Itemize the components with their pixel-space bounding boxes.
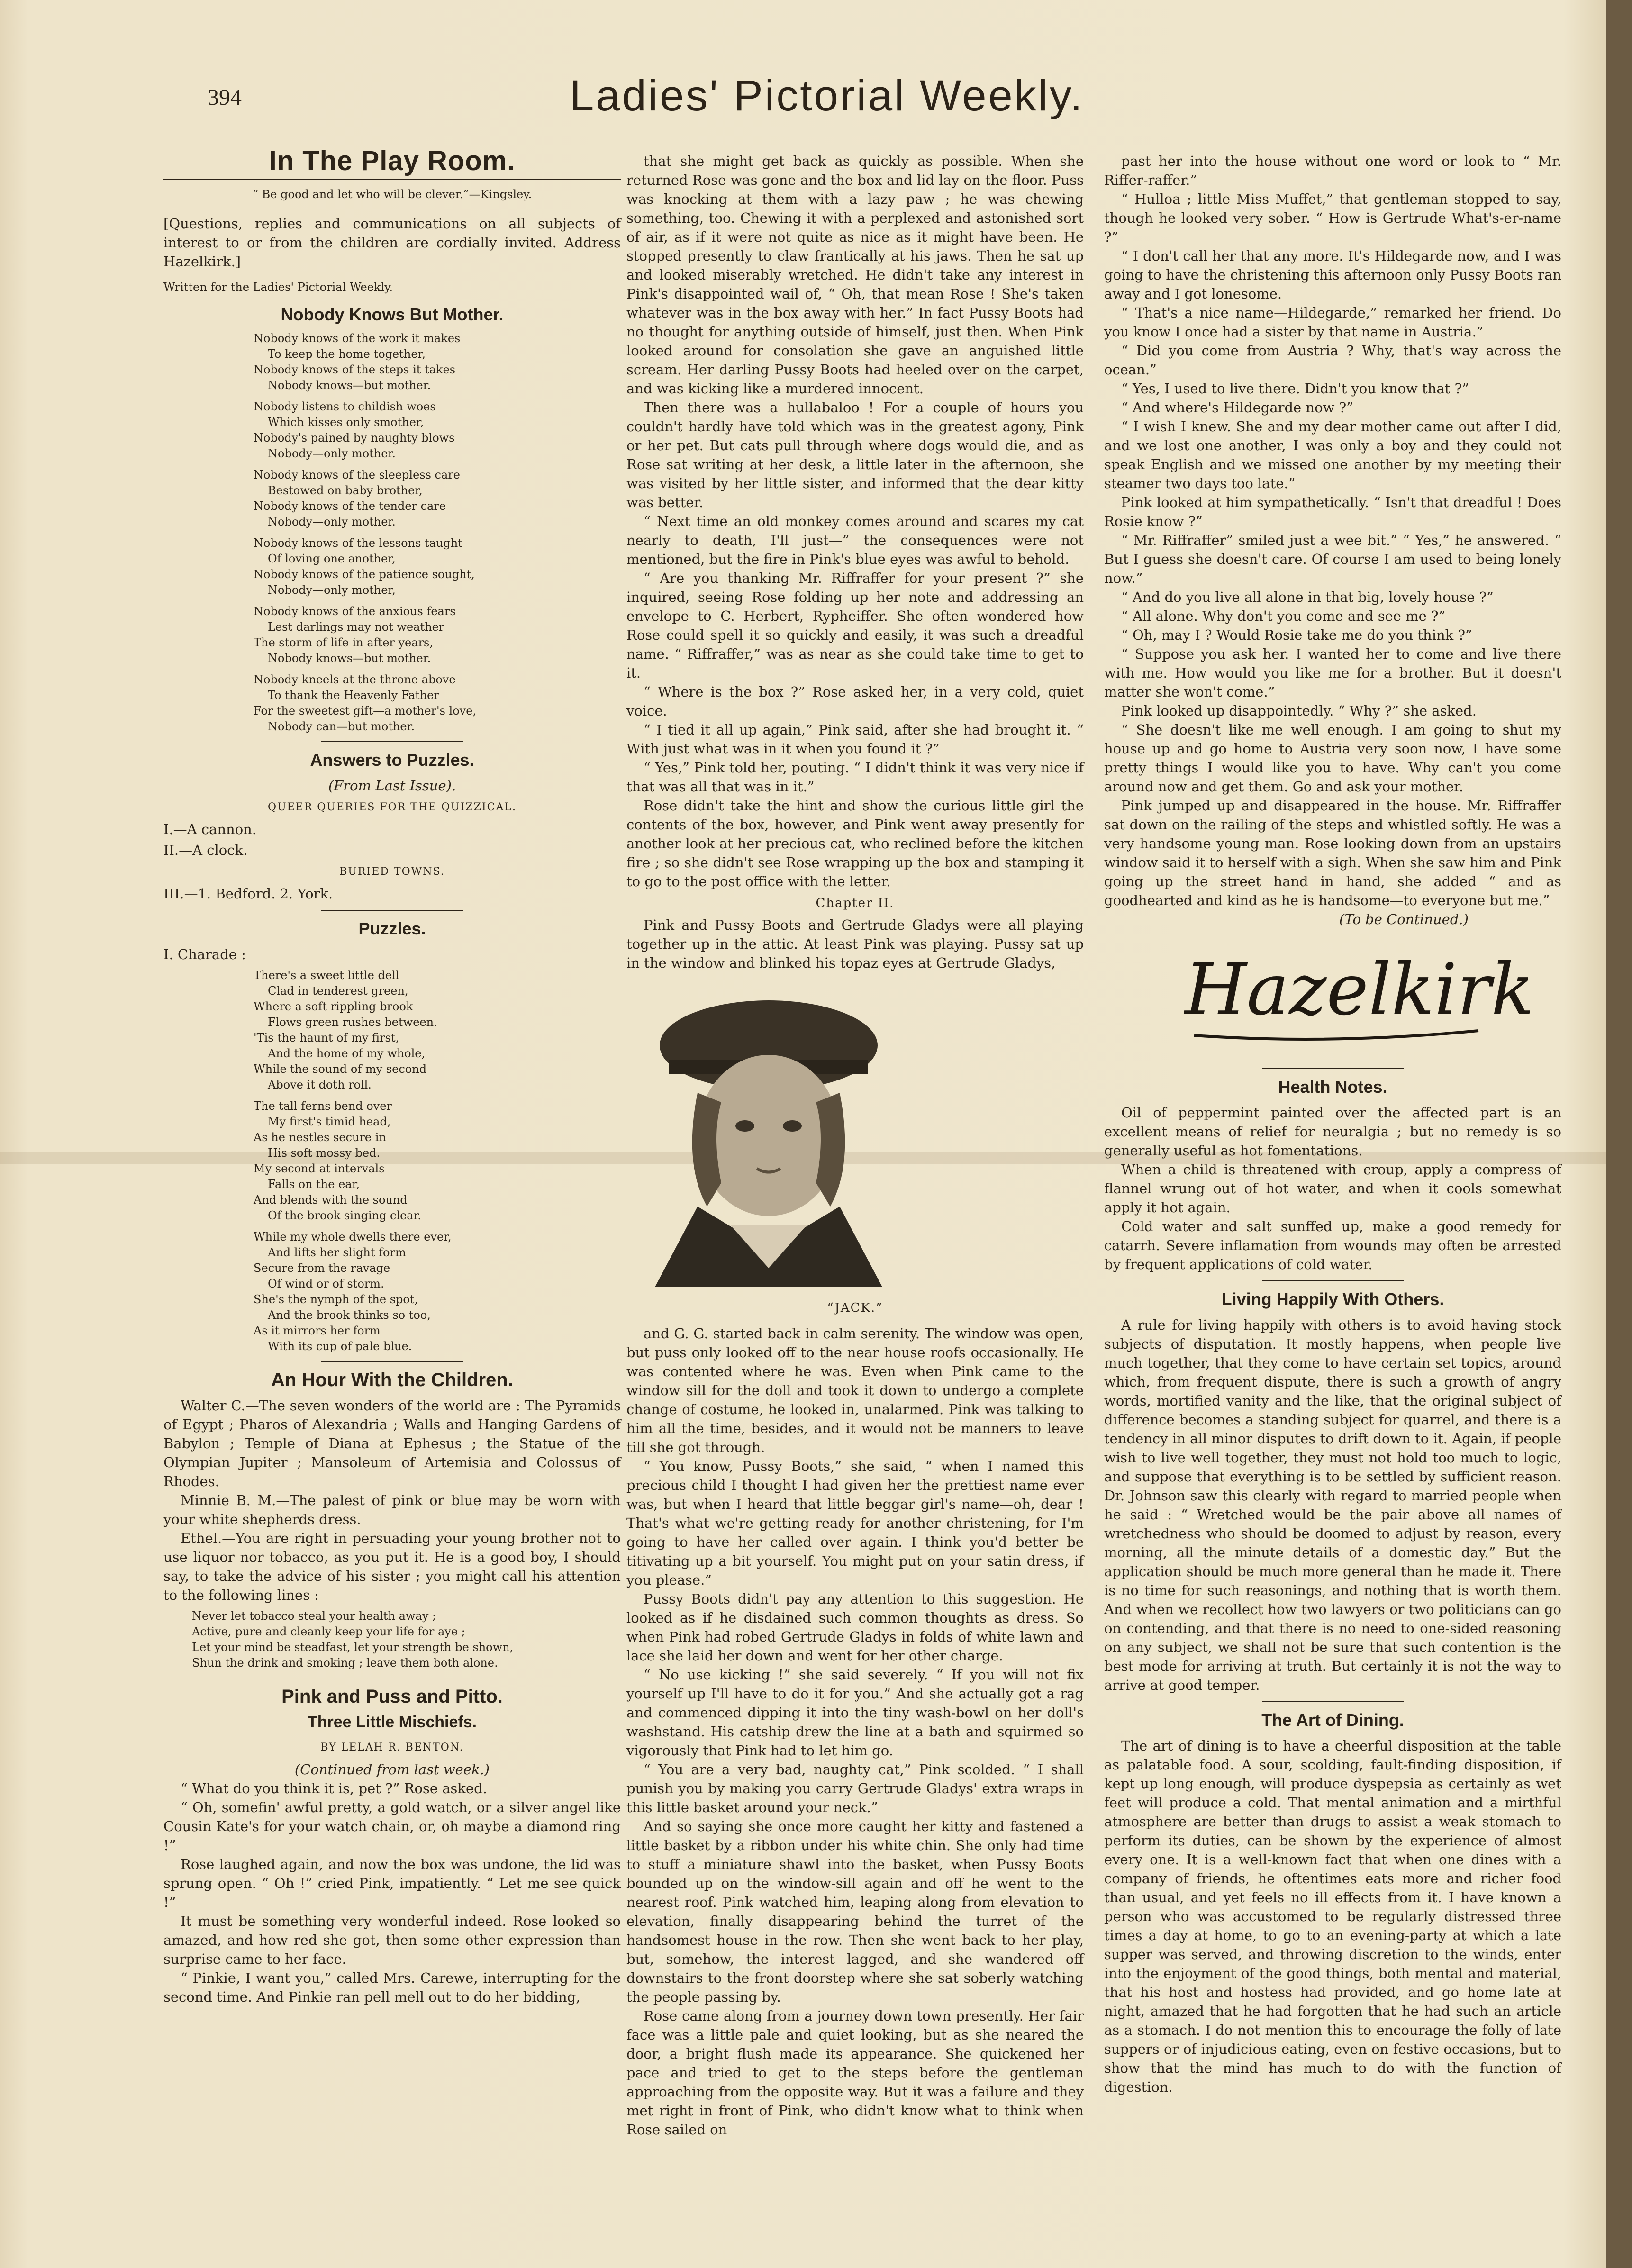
paragraph: Pussy Boots didn't pay any attention to this suggestion. He looked as if he disdained such common thoughts as dress. So when Pink had robed Gertrude Gladys in folds of white lawn and lace she laid her down and went for her other charge. (626, 1591, 1084, 1664)
verse-line: His soft mossy bed. (268, 1146, 381, 1160)
paragraph: “ Are you thanking Mr. Riffraffer for your present ?” she inquired, seeing Rose folding up her note and addressing an envelope to C. Herbert, Rypheiffer. She often wondered how Rose could spell it so quickly and easily, it was such a dreadful name. “ Riffraffer,” was as near as she could take time to get to it. (626, 570, 1084, 681)
answers-title: Answers to Puzzles. (310, 750, 474, 770)
paragraph: “ I don't call her that any more. It's Hildegarde now, and I was going to have the christening this afternoon only Pussy Boots ran away and I got lonesome. (1104, 248, 1561, 302)
hour-answer-minnie: Minnie B. M.—The palest of pink or blue may be worn with your white shepherds dress. (163, 1492, 621, 1527)
verse-line: Shun the drink and smoking ; leave them both alone. (192, 1656, 498, 1669)
paragraph: Rose laughed again, and now the box was undone, the lid was sprung open. “ Oh !” cried Pink, impatiently. “ Let me see quick !” (163, 1856, 621, 1910)
paragraph: “ And where's Hildegarde now ?” (1121, 399, 1353, 416)
poem-title: Nobody Knows But Mother. (281, 305, 504, 324)
paragraph: “ Hulloa ; little Miss Muffet,” that gentleman stopped to say, though he looked very sober. “ How is Gertrude What's-er-name ?” (1104, 191, 1561, 245)
paragraph: Rose didn't take the hint and show the curious little girl the contents of the box, however, and Pink went away presently for another look at her precious cat, who reclined before the kitchen fire ; so she didn't see Rose wrapping up the box and stamping it to go to the post office with the letter. (626, 798, 1084, 889)
stanza (254, 399, 621, 462)
verse-line: As he nestles secure in (254, 1131, 386, 1144)
verse-line: Nobody knows of the tender care (254, 499, 446, 513)
verse-line: Nobody knows—but mother. (268, 652, 431, 665)
verse-line: Nobody listens to childish woes (254, 400, 436, 413)
story-paragraphs (163, 1779, 621, 2006)
verse-line: Let your mind be steadfast, let your strength be shown, (192, 1641, 514, 1654)
column-1 (163, 145, 621, 2006)
paragraph: Pink looked at him sympathetically. “ Isn't that dreadful ! Does Rosie know ?” (1104, 494, 1561, 529)
verse-line: Nobody knows of the patience sought, (254, 568, 475, 581)
buried-towns-heading: BURIED TOWNS. (339, 866, 445, 878)
chapter-heading: Chapter II. (816, 896, 895, 910)
paragraph: “ I tied it all up again,” Pink said, after she had brought it. “ With just what was in it when you found it ?” (626, 722, 1084, 757)
puzzles-title: Puzzles. (358, 919, 426, 938)
verse-line: My first's timid head, (268, 1115, 391, 1128)
stanza (254, 331, 621, 393)
stanza (254, 1229, 621, 1354)
paragraph: A rule for living happily with others is to avoid having stock subjects of disputation. It mostly happens, when people live much together, that they come to have certain set topics, around which, from frequent dispute, there is such a growth of angry words, mortified vanity and the like, that the original subject of difference becomes a standing subject for quarrel, and there is a tendency in all minor disputes to drift down to it. Again, if people wish to live well together, they must not hold too much to logic, and suppose that everything is to be settled by sufficient reason. Dr. Johnson saw this clearly with regard to married people when he said : “ Wretched would be the pair above all names of wretchedness who should be doomed to adjust by reason, every morning, all the minute details of a domestic day.” But the application should be much more general than he made it. There is no time for such reasonings, and nothing that is worth them. And when we recollect how two lawyers or two politicians can go on contending, and that there is no need to one-sided reasoning on any subject, we shall not be sure that such contention is the best mode for arriving at truth. But certainly it is not the way to arrive at good temper. (1104, 1317, 1561, 1693)
living-happily-text (1104, 1315, 1561, 1695)
paragraph: “ Mr. Riffraffer” smiled just a wee bit.” “ Yes,” he answered. “ But I guess she doesn't care. Of course I am used to being lonely now.” (1104, 532, 1561, 586)
health-notes-title: Health Notes. (1278, 1077, 1387, 1097)
paragraph: “ You know, Pussy Boots,” she said, “ when I named this precious child I thought I had given her the prettiest name ever was, but when I heard that little beggar girl's name—oh, dear ! That's what we're getting ready for another christening, for I'm going to have her called over again. I think you'd better be titivating up a bit yourself. You might put on your satin dress, if you please.” (626, 1458, 1084, 1588)
paragraph: “ Yes,” Pink told her, pouting. “ I didn't think it was very nice if that was all that was in it.” (626, 760, 1084, 795)
story-title: Pink and Puss and Pitto. (281, 1686, 503, 1707)
verse-line: Nobody knows of the sleepless care (254, 468, 460, 481)
paragraph: Cold water and salt sunffed up, make a good remedy for catarrh. Severe inflamation from wounds may often be arrested by frequent applications of cold water. (1104, 1218, 1561, 1272)
verse-line: Of loving one another, (268, 552, 396, 565)
divider (1262, 1280, 1404, 1281)
stanza (254, 1098, 621, 1224)
art-of-dining-text (1104, 1736, 1561, 2096)
jack-illustration (626, 984, 911, 1287)
paragraph: Rose came along from a journey down town presently. Her fair face was a little pale and quiet looking, but as she neared the door, a bright flush made its appearance. She quickened her pace and tried to get to the steps before the gentleman approaching from the opposite way. But it was a failure and they met right in front of Pink, who didn't know what to think when Rose sailed on (626, 2008, 1084, 2138)
verse-line: Above it doth roll. (268, 1078, 372, 1091)
verse-line: Clad in tenderest green, (268, 984, 408, 998)
paragraph: Oil of peppermint painted over the affected part is an excellent means of relief for neuralgia ; but no remedy is so generally useful as hot fomentations. (1104, 1105, 1561, 1159)
paragraph: Pink jumped up and disappeared in the house. Mr. Riffraffer sat down on the railing of the steps and whistled softly. He was a very handsome young man. Rose looking down from an upstairs window said it to herself with a sigh. When she saw him and Pink going up the street hand in hand, she added “ and as goodhearted and kind as he is handsome—to everyone but me.” (1104, 798, 1561, 908)
paragraph: and G. G. started back in calm serenity. The window was open, but puss only looked off to the near house roofs occasionally. He was contented where he was. Even when Pink came to the window sill for the doll and took it down to undergo a complete change of costume, he looked in, unalarmed. Pink was talking to him all the time, besides, and it would not be manners to leave till she got through. (626, 1325, 1084, 1455)
verse-line: While the sound of my second (254, 1062, 427, 1076)
verse-line: Which kisses only smother, (268, 416, 424, 429)
verse-line: Nobody knows of the steps it takes (254, 363, 456, 376)
paragraph: “ What do you think it is, pet ?” Rose asked. (181, 1780, 487, 1796)
paragraph: “ Where is the box ?” Rose asked her, in a very cold, quiet voice. (626, 684, 1084, 719)
paragraph: Pink and Pussy Boots and Gertrude Gladys were all playing together up in the attic. At least Pink was playing. Pussy sat up in the window and blinked his topaz eyes at Gertrude Gladys, (626, 917, 1084, 971)
hour-title: An Hour With the Children. (271, 1370, 513, 1390)
verse-line: Nobody knows—but mother. (268, 379, 431, 392)
byline: BY LELAH R. BENTON. (320, 1742, 464, 1753)
paragraph: “ All alone. Why don't you come and see me ?” (1121, 608, 1446, 624)
paragraph: “ She doesn't like me well enough. I am going to shut my house up and go home to Austria very soon now, I have some pretty things I would like you to have. Why can't you come around now and get them. Go and ask your mother. (1104, 722, 1561, 795)
paragraph: “ Yes, I used to live there. Didn't you know that ?” (1121, 381, 1469, 397)
motto: “ Be good and let who will be clever.”—Kingsley. (252, 188, 532, 201)
verse-line: Nobody knows of the lessons taught (254, 536, 462, 550)
divider (1262, 1068, 1404, 1069)
verse-line: For the sweetest gift—a mother's love, (254, 704, 477, 717)
paragraph: When a child is threatened with croup, apply a compress of flannel wrung out of hot water, and when it cools somewhat apply it hot again. (1104, 1161, 1561, 1216)
paragraph: “ No use kicking !” she said severely. “ If you will not fix yourself up I'll have to do it for you.” And she actually got a rag and commenced dipping it into the tiny wash-bowl on her doll's washstand. His catship drew the line at a bath and squirmed so vigorously that Pink had to let him go. (626, 1667, 1084, 1759)
verse-line: There's a sweet little dell (254, 969, 399, 982)
charade-poem (254, 968, 621, 1354)
verse-line: With its cup of pale blue. (268, 1340, 412, 1353)
hour-answer-ethel: Ethel.—You are right in persuading your young brother not to use liquor nor tobacco, as you put it. He is a good boy, I should say, to take the advice of his sister ; you might call his attention to the following lines : (163, 1530, 621, 1603)
masthead: Ladies' Pictorial Weekly. (570, 72, 1084, 120)
verse-line: To keep the home together, (268, 347, 426, 361)
verse-line: The storm of life in after years, (254, 636, 433, 649)
verse-line: Bestowed on baby brother, (268, 484, 423, 497)
verse-line: Flows green rushes between. (268, 1016, 437, 1029)
stanza (254, 604, 621, 666)
verse-line: Nobody—only mother. (268, 447, 396, 460)
verse-line: Nobody's pained by naughty blows (254, 431, 455, 445)
verse-line: Nobody can—but mother. (268, 720, 415, 733)
paragraph: “ That's a nice name—Hildegarde,” remarked her friend. Do you know I once had a sister by that name in Austria.” (1104, 305, 1561, 340)
answer-3: III.—1. Bedford. 2. York. (163, 886, 333, 902)
paragraph: Then there was a hullabaloo ! For a couple of hours you couldn't hardly have told which was in the greatest agony, Pink or her pet. But cats pull through where dogs would die, and as Rose sat writing at her desk, a little later in the afternoon, she was visited by her little sister, and informed that the dear kitty was better. (626, 399, 1084, 510)
verse-line: Of the brook singing clear. (268, 1209, 422, 1222)
story-end (1104, 152, 1561, 910)
health-notes (1104, 1103, 1561, 1274)
story-continuation-bottom (626, 1324, 1084, 2139)
hour-answer-walter: Walter C.—The seven wonders of the world are : The Pyramids of Egypt ; Pharos of Alexandria ; Walls and Hanging Gardens of Babylon ; Temple of Diana at Ephesus ; the Statue of the Olympian Jupiter ; Mansoleum of Artemisia and Colossus of Rhodes. (163, 1397, 621, 1489)
divider (163, 179, 621, 180)
verse-line: Falls on the ear, (268, 1178, 360, 1191)
verse-line: Of wind or of storm. (268, 1277, 384, 1290)
notice: [Questions, replies and communications on all subjects of interest to or from the children are cordially invited. Address Hazelkirk.] (163, 216, 621, 270)
verse-line: To thank the Heavenly Father (268, 689, 439, 702)
divider (321, 910, 463, 911)
paragraph: “ Pinkie, I want you,” called Mrs. Carewe, interrupting for the second time. And Pinkie ran pell mell out to do her bidding, (163, 1970, 621, 2005)
binding-spine (1606, 0, 1632, 2268)
paragraph: past her into the house without one word or look to “ Mr. Riffer-raffer.” (1104, 153, 1561, 188)
signature-text: Hazelkirk (1185, 949, 1534, 1031)
continued-from: (Continued from last week.) (294, 1761, 490, 1778)
stanza (254, 968, 621, 1093)
page-number: 394 (208, 85, 242, 110)
story-continuation (626, 152, 1084, 891)
hour-lines (192, 1608, 621, 1671)
paragraph: “ And do you live all alone in that big, lovely house ?” (1121, 589, 1494, 605)
verse-line: My second at intervals (254, 1162, 385, 1175)
dining-title: The Art of Dining. (1261, 1710, 1404, 1730)
paragraph: “ Did you come from Austria ? Why, that's way across the ocean.” (1104, 343, 1561, 378)
column-2 (626, 152, 1084, 2139)
paragraph: And so saying she once more caught her kitty and fastened a little basket by a ribbon under his white chin. She only had time to stuff a miniature shawl into the basket, when Pussy Boots bounded up on the window-sill again and off he went to the nearest roof. Pink watched him, leaping along from elevation to elevation, finally disappearing behind the turret of the handsomest house in the row. Then she went back to her play, but, somehow, the interest lagged, and she wandered off downstairs to the front doorstep where she sat soberly watching the people passing by. (626, 1818, 1084, 2005)
verse-line: Nobody kneels at the throne above (254, 673, 456, 686)
verse-line: Where a soft rippling brook (254, 1000, 413, 1013)
charade-label: I. Charade : (163, 946, 246, 962)
to-be-continued: (To be Continued.) (1339, 911, 1469, 927)
paragraph: Pink looked up disappointedly. “ Why ?” she asked. (1121, 703, 1477, 719)
verse-line: While my whole dwells there ever, (254, 1230, 452, 1243)
queer-queries-heading: QUEER QUERIES FOR THE QUIZZICAL. (268, 801, 517, 813)
divider (1262, 1701, 1404, 1702)
hazelkirk-signature (1175, 943, 1534, 1052)
verse-line: Nobody knows of the work it makes (254, 332, 461, 345)
verse-line: And the home of my whole, (268, 1047, 426, 1060)
paragraph: “ Suppose you ask her. I wanted her to come and live there with me. How would you like me for a brother. But it doesn't matter she won't come.” (1104, 646, 1561, 700)
living-title: Living Happily With Others. (1221, 1289, 1444, 1309)
poem (254, 331, 621, 735)
illustration-caption: “JACK.” (827, 1301, 883, 1315)
answers-source: (From Last Issue). (328, 778, 456, 794)
stanza (254, 672, 621, 735)
verse-line: Nobody—only mother. (268, 515, 396, 528)
divider (321, 1361, 463, 1362)
verse-line: Nobody knows of the anxious fears (254, 605, 456, 618)
paragraph: “ Next time an old monkey comes around and scares my cat nearly to death, I'll just—” the consequences were not mentioned, but the fire in Pink's blue eyes was awful to behold. (626, 513, 1084, 567)
story-subtitle: Three Little Mischiefs. (307, 1713, 477, 1731)
paragraph: The art of dining is to have a cheerful disposition at the table as palatable food. A sour, scolding, fault-finding disposition, if kept up long enough, will produce dyspepsia as certainly as wet feet will produce a cold. That mental animation and a mirthful atmosphere are better than drugs to assist a weak stomach to perform its duties, can be shown by the experience of almost every one. It is a well-known fact that when one dines with a company of friends, he oftentimes eats more and richer food than usual, and yet feels no ill effects from it. I have known a person who was accustomed to be regularly distressed three times a day at home, to go to an evening-party at which a late supper was served, and throwing discretion to the winds, enter into the enjoyment of the good things, both mental and material, that his host and hostess had provided, and go home late at night, amazed that he had forgotten that he had such an article as a stomach. I do not mention this to encourage the folly of late suppers or of injudicious eating, even on festive occasions, but to show that the mind has much to do with the function of digestion. (1104, 1738, 1561, 2095)
section-title-play-room: In The Play Room. (269, 145, 516, 176)
verse-line: And lifts her slight form (268, 1246, 406, 1259)
paragraph: that she might get back as quickly as possible. When she returned Rose was gone and the box and lid lay on the floor. Puss was knocking at them with a lazy paw ; he was chewing something, too. Chewing it with a perplexed and astonished sort of air, as if it were not quite as nice as it might have been. He stopped presently to claw frantically at his jaws. Then he sat up and looked miserably wretched. He didn't take any interest in Pink's disappointed wail of, “ Oh, that mean Rose ! She's taken whatever was in the box away with her.” In fact Pussy Boots had no thought for anything outside of himself, just then. When Pink looked around for consolation she gave an anguished little scream. Her darling Pussy Boots had heeled over on the carpet, and was kicking like a murdered innocent. (626, 153, 1084, 397)
chapter-2-opening (626, 916, 1084, 972)
paragraph: “ You are a very bad, naughty cat,” Pink scolded. “ I shall punish you by making you carry Gertrude Gladys' extra wraps in this little basket around your neck.” (626, 1761, 1084, 1815)
verse-line: And blends with the sound (254, 1193, 408, 1207)
verse-line: Secure from the ravage (254, 1261, 390, 1275)
verse-line: Nobody—only mother, (268, 583, 396, 597)
verse-line: The tall ferns bend over (254, 1099, 392, 1113)
answer-1: I.—A cannon. (163, 821, 257, 837)
paragraph: It must be something very wonderful indeed. Rose looked so amazed, and how red she got, then some other expression than surprise came to her face. (163, 1913, 621, 1967)
paragraph: “ Oh, may I ? Would Rosie take me do you think ?” (1121, 627, 1472, 643)
verse-line: She's the nymph of the spot, (254, 1293, 418, 1306)
divider (321, 741, 463, 742)
verse-line: Active, pure and cleanly keep your life for aye ; (192, 1625, 465, 1638)
stanza (254, 535, 621, 598)
verse-line: As it mirrors her form (254, 1324, 381, 1337)
stanza (254, 467, 621, 530)
verse-line: Lest darlings may not weather (268, 620, 444, 634)
verse-line: Never let tobacco steal your health away ; (192, 1609, 436, 1623)
verse-line: 'Tis the haunt of my first, (254, 1031, 399, 1044)
paragraph: “ I wish I knew. She and my dear mother came out after I did, and we lost one another, I was only a boy and they could not speak English and we missed one another by my meeting their steamer two days too late.” (1104, 418, 1561, 491)
column-3 (1104, 152, 1561, 2096)
paragraph: “ Oh, somefin' awful pretty, a gold watch, or a silver angel like Cousin Kate's for your watch chain, or, oh maybe a diamond ring !” (163, 1799, 621, 1853)
written-for-note: Written for the Ladies' Pictorial Weekly. (163, 281, 393, 294)
answer-2: II.—A clock. (163, 842, 248, 858)
verse-line: And the brook thinks so too, (268, 1308, 431, 1322)
